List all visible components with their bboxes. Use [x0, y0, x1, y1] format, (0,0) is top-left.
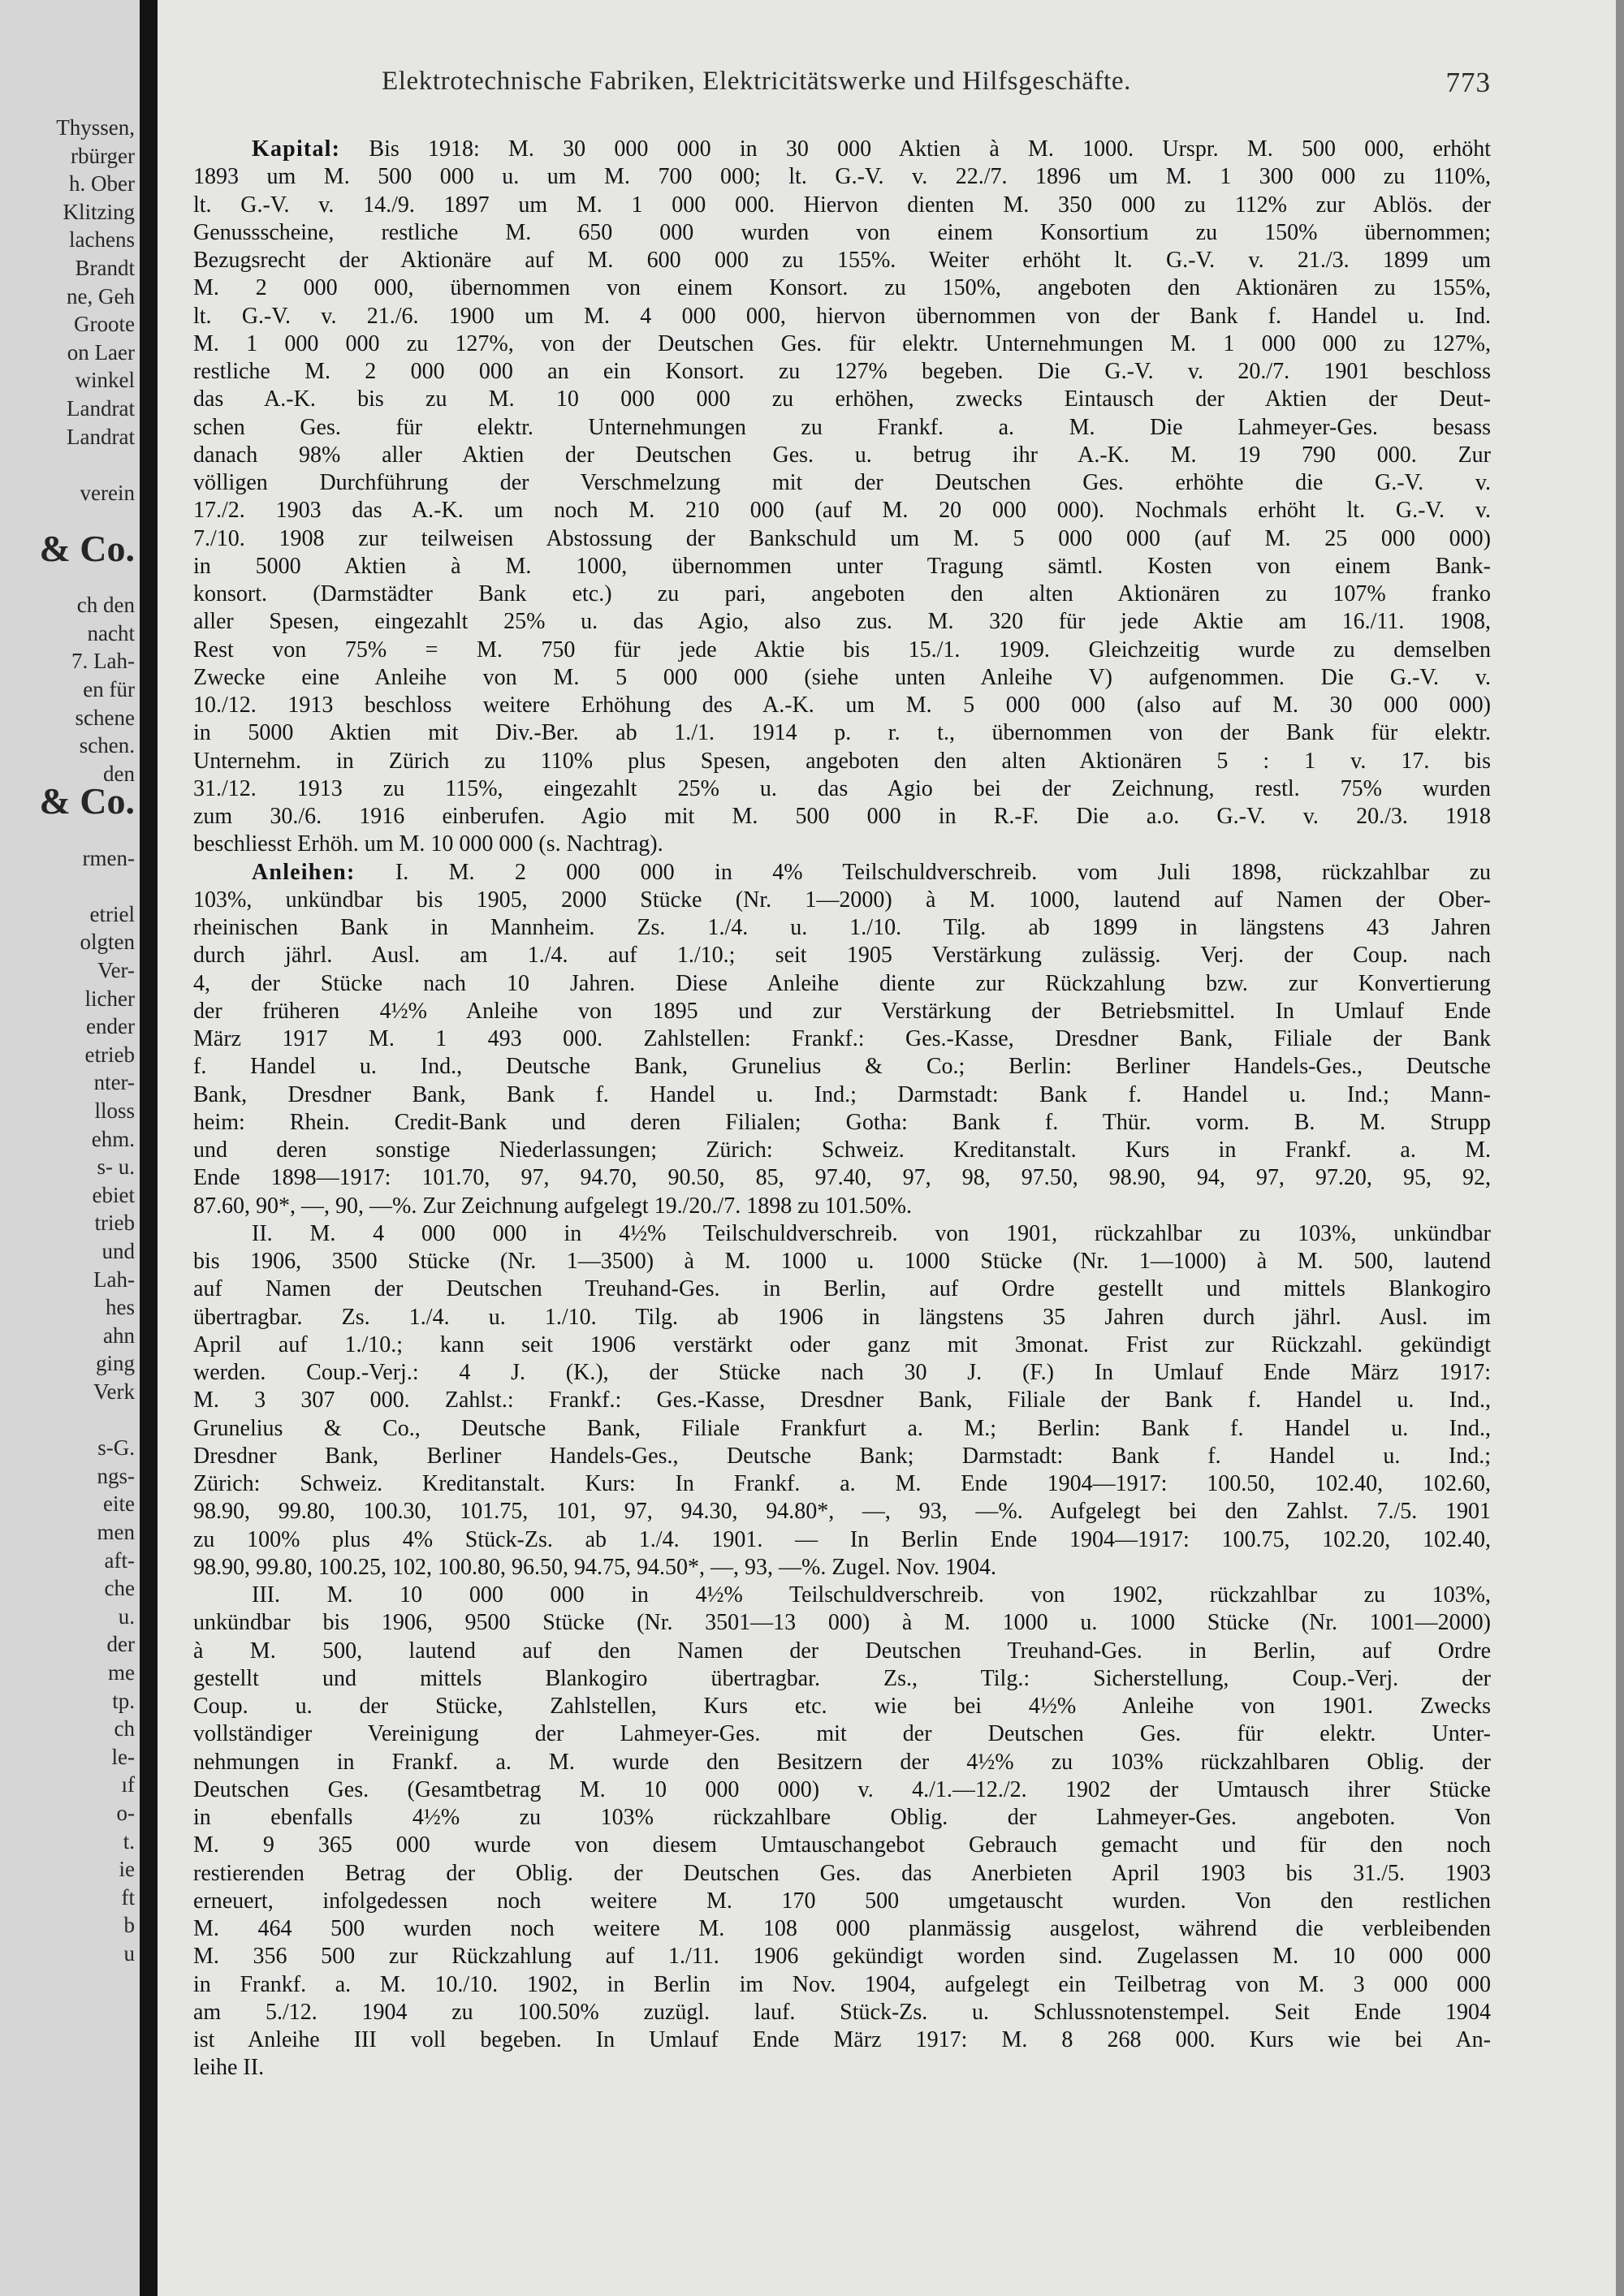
left-page-text: olgten	[80, 930, 135, 955]
left-page-text: ender	[86, 1014, 135, 1039]
left-page-text: ft	[121, 1884, 135, 1910]
left-page-text: s-G.	[97, 1435, 135, 1461]
left-page-text: che	[104, 1576, 135, 1601]
text-line: leihe II.	[193, 2055, 265, 2081]
text-line: beschliesst Erhöh. um M. 10 000 000 (s. Nachtrag).	[193, 831, 663, 857]
text-line: werden. Coup.-Verj.: 4 J. (K.), der Stücke nach 30 J. (F.) In Umlauf Ende März 1917:	[193, 1360, 1491, 1385]
left-page-text: ebiet	[92, 1182, 135, 1207]
section-heading: Kapital:	[252, 136, 341, 162]
text-line: April auf 1./10.; kann seit 1906 verstärkt oder ganz mit 3monat. Frist zur Rückzahl. gekündigt	[193, 1331, 1491, 1357]
text-line: durch jährl. Ausl. am 1./4. auf 1./10.; seit 1905 Verstärkung zulässig. Verj. der Coup. nach	[193, 943, 1491, 969]
left-page-text: Brandt	[75, 256, 135, 280]
left-page-text: Lah-	[93, 1267, 135, 1292]
left-page-text: le-	[111, 1744, 135, 1769]
left-page-text: eite	[103, 1491, 135, 1517]
section-kapital	[193, 136, 1491, 859]
left-page-text: & Co.	[39, 780, 135, 822]
text-line: am 5./12. 1904 zu 100.50% zuzügl. lauf. Stück-Zs. u. Schlussnotenstempel. Seit Ende 1904	[193, 1999, 1491, 2025]
text-line: 98.90, 99.80, 100.25, 102, 100.80, 96.50, 94.75, 94.50*, —, 93, —%. Zugel. Nov. 1904.	[193, 1554, 997, 1580]
left-page-text: hes	[106, 1295, 135, 1320]
text-line: lt. G.-V. v. 14./9. 1897 um M. 1 000 000. Hiervon dienten M. 350 000 zu 112% zur Ablös. der	[193, 192, 1491, 218]
text-line: erneuert, infolgedessen noch weitere M. 170 500 umgetauscht wurden. Von den restlichen	[193, 1888, 1491, 1914]
left-page-text: rmen-	[82, 845, 135, 870]
text-line: auf Namen der Deutschen Treuhand-Ges. in Berlin, auf Ordre gestellt und mittels Blankogiro	[193, 1276, 1491, 1302]
text-line: in Frankf. a. M. 10./10. 1902, in Berlin im Nov. 1904, aufgelegt ein Teilbetrag von M. 3 000 000	[193, 1971, 1491, 1997]
text-line: März 1917 M. 1 493 000. Zahlstellen: Frankf.: Ges.-Kasse, Dresdner Bank, Filiale der Bank	[193, 1026, 1491, 1051]
text-line: M. 464 500 wurden noch weitere M. 108 000 planmässig ausgelost, während die verbleibenden	[193, 1916, 1491, 1941]
left-page-text: en für	[83, 677, 135, 701]
left-page-text: rbürger	[71, 143, 135, 168]
left-page-text: ie	[119, 1857, 135, 1882]
page-edge	[1616, 0, 1624, 2296]
left-page-text: Klitzing	[63, 199, 135, 224]
text-line: 31./12. 1913 zu 115%, eingezahlt 25% u. das Agio bei der Zeichnung, restl. 75% wurden	[193, 775, 1491, 801]
text-line: 87.60, 90*, —, 90, —%. Zur Zeichnung aufgelegt 19./20./7. 1898 zu 101.50%.	[193, 1193, 912, 1219]
line-text: I. M. 2 000 000 in 4% Teilschuldverschreib. vom Juli 1898, rückzahlbar zu	[395, 859, 1491, 885]
text-line: Dresdner Bank, Berliner Handels-Ges., Deutsche Bank; Darmstadt: Bank f. Handel u. Ind.;	[193, 1443, 1491, 1469]
left-page-text: verein	[80, 480, 135, 505]
text-line: M. 9 365 000 wurde von diesem Umtauschangebot Gebrauch gemacht und für den noch	[193, 1832, 1491, 1858]
text-line: unkündbar bis 1906, 9500 Stücke (Nr. 3501—13 000) à M. 1000 u. 1000 Stücke (Nr. 1001—2000)	[193, 1610, 1491, 1636]
text-line: III. M. 10 000 000 in 4½% Teilschuldverschreib. von 1902, rückzahlbar zu 103%,	[252, 1582, 1491, 1608]
left-page-text: Thyssen,	[56, 115, 135, 140]
left-page-text: schene	[75, 705, 135, 730]
line-text: Bis 1918: M. 30 000 000 in 30 000 Aktien à M. 1000. Urspr. M. 500 000, erhöht	[369, 136, 1491, 162]
text-line: Genussscheine, restliche M. 650 000 wurden von einem Konsortium zu 150% übernommen;	[193, 219, 1491, 245]
text-line: zum 30./6. 1916 einberufen. Agio mit M. 500 000 in R.-F. Die a.o. G.-V. v. 20./3. 1918	[193, 804, 1491, 829]
text-line: 17./2. 1903 das A.-K. um noch M. 210 000 (auf M. 20 000 000). Nochmals erhöht lt. G.-V. v.	[193, 498, 1491, 524]
text-line: Rest von 75% = M. 750 für jede Aktie bis 15./1. 1909. Gleichzeitig wurde zu demselben	[193, 637, 1491, 662]
left-page-text: h. Ober	[69, 171, 135, 196]
text-line: gestellt und mittels Blankogiro übertragbar. Zs., Tilg.: Sicherstellung, Coup.-Verj. der	[193, 1665, 1491, 1691]
left-page-text: lloss	[94, 1098, 135, 1123]
left-page-text: aft-	[104, 1547, 135, 1573]
header-title: Elektrotechnische Fabriken, Elektricitätswerke und Hilfsgeschäfte.	[382, 67, 1131, 96]
left-page-text: ging	[95, 1351, 135, 1376]
text-line: 7./10. 1908 zur teilweisen Abstossung der Bankschuld um M. 5 000 000 (auf M. 25 000 000)	[193, 525, 1491, 551]
text-line: restierenden Betrag der Oblig. der Deutschen Ges. das Anerbieten April 1903 bis 31./5. 1903	[193, 1860, 1491, 1886]
left-page-text: trieb	[94, 1211, 135, 1236]
left-page-text: nter-	[93, 1070, 135, 1095]
left-page-text: ngs-	[97, 1463, 135, 1488]
left-page-text: licher	[84, 986, 135, 1011]
text-line: restliche M. 2 000 000 an ein Konsort. zu 127% begeben. Die G.-V. v. 20./7. 1901 beschloss	[193, 359, 1491, 384]
text-line: in 5000 Aktien à M. 1000, übernommen unter Tragung sämtl. Kosten von einem Bank-	[193, 553, 1491, 579]
text-line: das A.-K. bis zu M. 10 000 000 zu erhöhen, zwecks Eintausch der Aktien der Deut-	[193, 386, 1491, 412]
left-page-text: ahn	[103, 1323, 135, 1348]
text-line: schen Ges. für elektr. Unternehmungen zu Frankf. a. M. Die Lahmeyer-Ges. besass	[193, 414, 1491, 440]
text-line: aller Spesen, eingezahlt 25% u. das Agio, also zus. M. 320 für jede Aktie am 16./11. 1908,	[193, 609, 1491, 635]
text-line: in ebenfalls 4½% zu 103% rückzahlbare Oblig. der Lahmeyer-Ges. angeboten. Von	[193, 1805, 1491, 1830]
text-line: ist Anleihe III voll begeben. In Umlauf Ende März 1917: M. 8 268 000. Kurs wie bei An-	[193, 2027, 1491, 2052]
left-page-text: & Co.	[39, 528, 135, 569]
section-heading: Anleihen:	[252, 859, 356, 885]
running-header	[219, 67, 1491, 107]
text-line: Bank, Dresdner Bank, Bank f. Handel u. Ind.; Darmstadt: Bank f. Handel u. Ind.; Mann-	[193, 1081, 1491, 1107]
text-line: 98.90, 99.80, 100.30, 101.75, 101, 97, 94.30, 94.80*, —, 93, —%. Aufgelegt bei den Zahlst. 7./5. 1901	[193, 1499, 1491, 1525]
text-line: Zürich: Schweiz. Kreditanstalt. Kurs: In Frankf. a. M. Ende 1904—1917: 100.50, 102.40, 102.60,	[193, 1471, 1491, 1496]
left-page-text: o-	[116, 1801, 135, 1825]
text-line: völligen Durchführung der Verschmelzung mit der Deutschen Ges. erhöhte die G.-V. v.	[193, 470, 1491, 495]
left-page-text: Groote	[74, 312, 135, 337]
left-page-text: b	[123, 1913, 135, 1938]
body-text	[193, 136, 1491, 2082]
left-page-text: ch den	[76, 593, 135, 618]
left-page-text: t.	[123, 1828, 135, 1854]
left-page-text: on Laer	[67, 339, 135, 365]
left-page-text: schen.	[79, 733, 135, 758]
text-line: Deutschen Ges. (Gesamtbetrag M. 10 000 000) v. 4./1.—12./2. 1902 der Umtausch ihrer Stücke	[193, 1776, 1491, 1802]
text-line: f. Handel u. Ind., Deutsche Bank, Grunelius & Co.; Berlin: Berliner Handels-Ges., Deutsche	[193, 1054, 1491, 1080]
text-line: 10./12. 1913 beschloss weitere Erhöhung des A.-K. um M. 5 000 000 (also auf M. 30 000 000)	[193, 693, 1491, 718]
text-line: lt. G.-V. v. 21./6. 1900 um M. 4 000 000, hiervon übernommen von der Bank f. Handel u. Ind.	[193, 303, 1491, 329]
left-page-text: ch	[114, 1716, 135, 1741]
text-line: M. 356 500 zur Rückzahlung auf 1./11. 1906 gekündigt worden sind. Zugelassen M. 10 000 000	[193, 1944, 1491, 1970]
text-line: Unternehm. in Zürich zu 110% plus Spesen, angeboten den alten Aktionären 5 : 1 v. 17. bis	[193, 748, 1491, 774]
left-page-text: Landrat	[67, 396, 135, 421]
left-page-text: s- u.	[97, 1154, 135, 1180]
section-anleihe-2	[193, 1220, 1491, 1582]
text-line: bis 1906, 3500 Stücke (Nr. 1—3500) à M. 1000 u. 1000 Stücke (Nr. 1—1000) à M. 500, lautend	[193, 1249, 1491, 1274]
left-page-text: nacht	[87, 620, 135, 645]
left-page-text: etriel	[89, 901, 135, 926]
left-page-text: 7. Lah-	[71, 649, 135, 674]
left-page-text: tp.	[112, 1688, 135, 1713]
text-line: M. 2 000 000, übernommen von einem Konsort. zu 150%, angeboten den Aktionären zu 155%,	[193, 275, 1491, 301]
left-page-text: u	[123, 1941, 135, 1966]
text-line: II. M. 4 000 000 in 4½% Teilschuldverschreib. von 1901, rückzahlbar zu 103%, unkündbar	[252, 1220, 1491, 1246]
text-line	[193, 859, 1491, 887]
text-line: Bezugsrecht der Aktionäre auf M. 600 000 zu 155%. Weiter erhöht lt. G.-V. v. 21./3. 1899 um	[193, 248, 1491, 273]
left-page-text: u.	[118, 1603, 135, 1629]
left-page-text: den	[103, 761, 135, 786]
text-line: 103%, unkündbar bis 1905, 2000 Stücke (Nr. 1—2000) à M. 1000, lautend auf Namen der Ober-	[193, 887, 1491, 913]
section-anleihe-3	[193, 1582, 1491, 2082]
text-line: der früheren 4½% Anleihe von 1895 und zur Verstärkung der Betriebsmittel. In Umlauf Ende	[193, 998, 1491, 1024]
text-line: 4, der Stücke nach 10 Jahren. Diese Anleihe diente zur Rückzahlung bzw. zur Konvertierung	[193, 970, 1491, 996]
left-page-text: ehm.	[91, 1126, 135, 1151]
left-page-text: Ver-	[97, 958, 135, 982]
text-line: à M. 500, lautend auf den Namen der Deutschen Treuhand-Ges. in Berlin, auf Ordre	[193, 1638, 1491, 1664]
page-number: 773	[1445, 67, 1491, 98]
left-page-text: me	[108, 1660, 135, 1685]
text-line: rheinischen Bank in Mannheim. Zs. 1./4. u. 1./10. Tilg. ab 1899 in längstens 43 Jahren	[193, 915, 1491, 940]
left-page-text: und	[102, 1239, 135, 1263]
left-page-text: ne, Geh	[67, 283, 135, 309]
left-page-text: winkel	[75, 368, 135, 393]
left-page-text: Landrat	[67, 424, 135, 449]
left-page-text: der	[106, 1632, 135, 1657]
text-line: zu 100% plus 4% Stück-Zs. ab 1./4. 1901. — In Berlin Ende 1904—1917: 100.75, 102.20, 102.40,	[193, 1526, 1491, 1552]
text-line: 1893 um M. 500 000 u. um M. 700 000; lt. G.-V. v. 22./7. 1896 um M. 1 300 000 zu 110%,	[193, 164, 1491, 190]
text-line: heim: Rhein. Credit-Bank und deren Filialen; Gotha: Bank f. Thür. vorm. B. M. Strupp	[193, 1109, 1491, 1135]
left-page-text: ıf	[121, 1772, 135, 1798]
text-line: nehmungen in Frankf. a. M. wurde den Besitzern der 4½% zu 103% rückzahlbaren Oblig. der	[193, 1749, 1491, 1775]
text-line: Ende 1898—1917: 101.70, 97, 94.70, 90.50, 85, 97.40, 97, 98, 97.50, 98.90, 94, 97, 97.20, 95, 92,	[193, 1165, 1491, 1191]
left-page-text: lachens	[69, 227, 135, 252]
text-line: M. 1 000 000 zu 127%, von der Deutschen Ges. für elektr. Unternehmungen M. 1 000 000 zu 127%,	[193, 330, 1491, 356]
left-page-text: men	[97, 1520, 135, 1544]
text-line: konsort. (Darmstädter Bank etc.) zu pari, angeboten den alten Aktionären zu 107% franko	[193, 581, 1491, 606]
text-line: M. 3 307 000. Zahlst.: Frankf.: Ges.-Kasse, Dresdner Bank, Filiale der Bank f. Handel u. Ind.,	[193, 1388, 1491, 1413]
section-anleihen	[193, 859, 1491, 1220]
text-line: übertragbar. Zs. 1./4. u. 1./10. Tilg. ab 1906 in längstens 35 Jahren durch jährl. Ausl. im	[193, 1304, 1491, 1330]
text-line: danach 98% aller Aktien der Deutschen Ges. u. betrug ihr A.-K. M. 19 790 000. Zur	[193, 442, 1491, 468]
text-line: Coup. u. der Stücke, Zahlstellen, Kurs etc. wie bei 4½% Anleihe von 1901. Zwecks	[193, 1694, 1491, 1719]
text-line: vollständiger Vereinigung der Lahmeyer-Ges. mit der Deutschen Ges. für elektr. Unter-	[193, 1721, 1491, 1747]
text-line	[193, 136, 1491, 163]
left-page-text: etrieb	[84, 1042, 135, 1067]
left-page-fragment	[0, 0, 140, 2296]
text-line: Zwecke eine Anleihe von M. 5 000 000 (siehe unten Anleihe V) aufgenommen. Die G.-V. v.	[193, 664, 1491, 690]
left-page-text: Verk	[93, 1379, 135, 1404]
text-line: Grunelius & Co., Deutsche Bank, Filiale Frankfurt a. M.; Berlin: Bank f. Handel u. Ind.,	[193, 1415, 1491, 1441]
text-line: und deren sonstige Niederlassungen; Zürich: Schweiz. Kreditanstalt. Kurs in Frankf. a. M.	[193, 1137, 1491, 1163]
book-gutter	[140, 0, 158, 2296]
text-line: in 5000 Aktien mit Div.-Ber. ab 1./1. 1914 p. r. t., übernommen von der Bank für elektr.	[193, 720, 1491, 746]
